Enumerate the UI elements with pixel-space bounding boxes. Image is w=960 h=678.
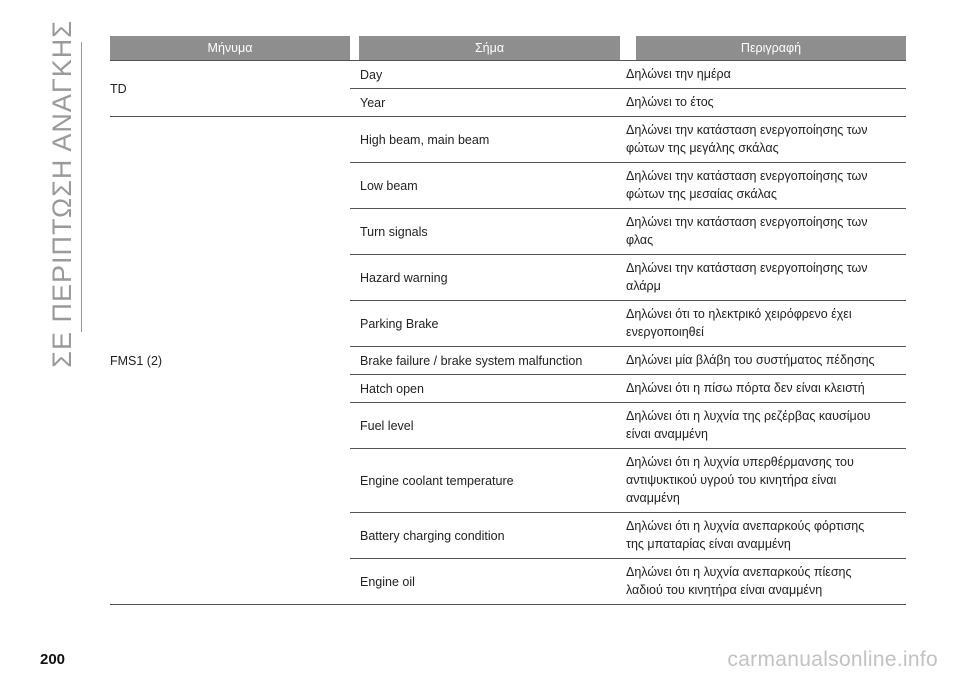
description-line: Δηλώνει την κατάσταση ενεργοποίησης των (626, 261, 868, 275)
table-header (110, 36, 906, 60)
signal-cell: Engine coolant temperature (360, 473, 514, 488)
description-line: φώτων της μεγάλης σκάλας (626, 141, 779, 155)
table-row (350, 254, 906, 300)
signal-cell: Turn signals (360, 224, 428, 239)
description-line: της μπαταρίας είναι αναμμένη (626, 537, 791, 551)
signal-cell: Engine oil (360, 574, 415, 589)
description-line: Δηλώνει την κατάσταση ενεργοποίησης των (626, 123, 868, 137)
description-line: Δηλώνει ότι η λυχνία υπερθέρμανσης του (626, 455, 854, 469)
side-tab-rule (81, 42, 82, 332)
message-group (110, 60, 906, 117)
signal-cell: Year (360, 95, 386, 110)
table-row (350, 61, 906, 88)
table-row (350, 117, 906, 162)
description-line: αντιψυκτικού υγρού του κινητήρα είναι (626, 473, 837, 487)
signal-cell: Hatch open (360, 381, 424, 396)
page-number: 200 (40, 651, 66, 668)
description-line: φώτων της μεσαίας σκάλας (626, 187, 777, 201)
description-line: αλάρμ (626, 279, 661, 293)
section-side-tab (40, 20, 84, 368)
description-line: φλας (626, 233, 654, 247)
signal-cell: High beam, main beam (360, 132, 490, 147)
description-line: είναι αναμμένη (626, 427, 708, 441)
description-line: Δηλώνει την ημέρα (626, 67, 731, 81)
signal-cell: Parking Brake (360, 316, 439, 331)
description-cell (626, 255, 906, 300)
description-cell (626, 513, 906, 558)
header-message: Μήνυμα (110, 36, 350, 60)
description-cell (626, 559, 906, 604)
description-line: Δηλώνει την κατάσταση ενεργοποίησης των (626, 215, 868, 229)
description-line: Δηλώνει το έτος (626, 95, 714, 109)
description-line: λαδιού του κινητήρα είναι αναμμένη (626, 583, 823, 597)
table-row (350, 558, 906, 604)
description-line: Δηλώνει μία βλάβη του συστήματος πέδησης (626, 353, 875, 367)
description-line: Δηλώνει ότι η λυχνία ανεπαρκούς πίεσης (626, 565, 852, 579)
description-cell (626, 403, 906, 448)
table-body (110, 60, 906, 605)
table-row (350, 208, 906, 254)
table-row (350, 346, 906, 374)
description-line: Δηλώνει την κατάσταση ενεργοποίησης των (626, 169, 868, 183)
table-row (350, 512, 906, 558)
signal-cell: Hazard warning (360, 270, 448, 285)
description-cell (626, 61, 906, 88)
description-cell (626, 163, 906, 208)
signal-cell: Day (360, 67, 383, 82)
section-title-vertical: ΣΕ ΠΕΡΙΠΤΩΣΗ ΑΝΑΓΚΗΣ (46, 20, 77, 368)
watermark: carmanualsonline.info (727, 648, 938, 671)
signal-cell: Brake failure / brake system malfunction (360, 353, 583, 368)
table-row (350, 300, 906, 346)
description-cell (626, 449, 906, 512)
signal-cell: Battery charging condition (360, 528, 505, 543)
description-cell (626, 89, 906, 116)
header-description: Περιγραφή (636, 36, 906, 60)
header-signal: Σήμα (359, 36, 620, 60)
description-cell (626, 117, 906, 162)
description-cell (626, 375, 906, 402)
message-cell: TD (110, 81, 127, 96)
table-row (350, 374, 906, 402)
message-group (110, 117, 906, 605)
signal-cell: Low beam (360, 178, 418, 193)
message-cell: FMS1 (2) (110, 353, 163, 368)
table-row (350, 88, 906, 116)
signal-rows (350, 61, 906, 116)
table-row (350, 162, 906, 208)
description-line: Δηλώνει ότι η λυχνία ανεπαρκούς φόρτισης (626, 519, 865, 533)
description-line: Δηλώνει ότι η πίσω πόρτα δεν είναι κλειστή (626, 381, 865, 395)
description-line: Δηλώνει ότι το ηλεκτρικό χειρόφρενο έχει (626, 307, 852, 321)
signal-rows (350, 117, 906, 604)
description-line: αναμμένη (626, 491, 680, 505)
signal-cell: Fuel level (360, 418, 414, 433)
description-cell (626, 347, 906, 374)
table-row (350, 448, 906, 512)
description-cell (626, 209, 906, 254)
description-line: Δηλώνει ότι η λυχνία της ρεζέρβας καυσίμου (626, 409, 871, 423)
table-row (350, 402, 906, 448)
signals-table (110, 36, 906, 605)
description-cell (626, 301, 906, 346)
description-line: ενεργοποιηθεί (626, 325, 704, 339)
